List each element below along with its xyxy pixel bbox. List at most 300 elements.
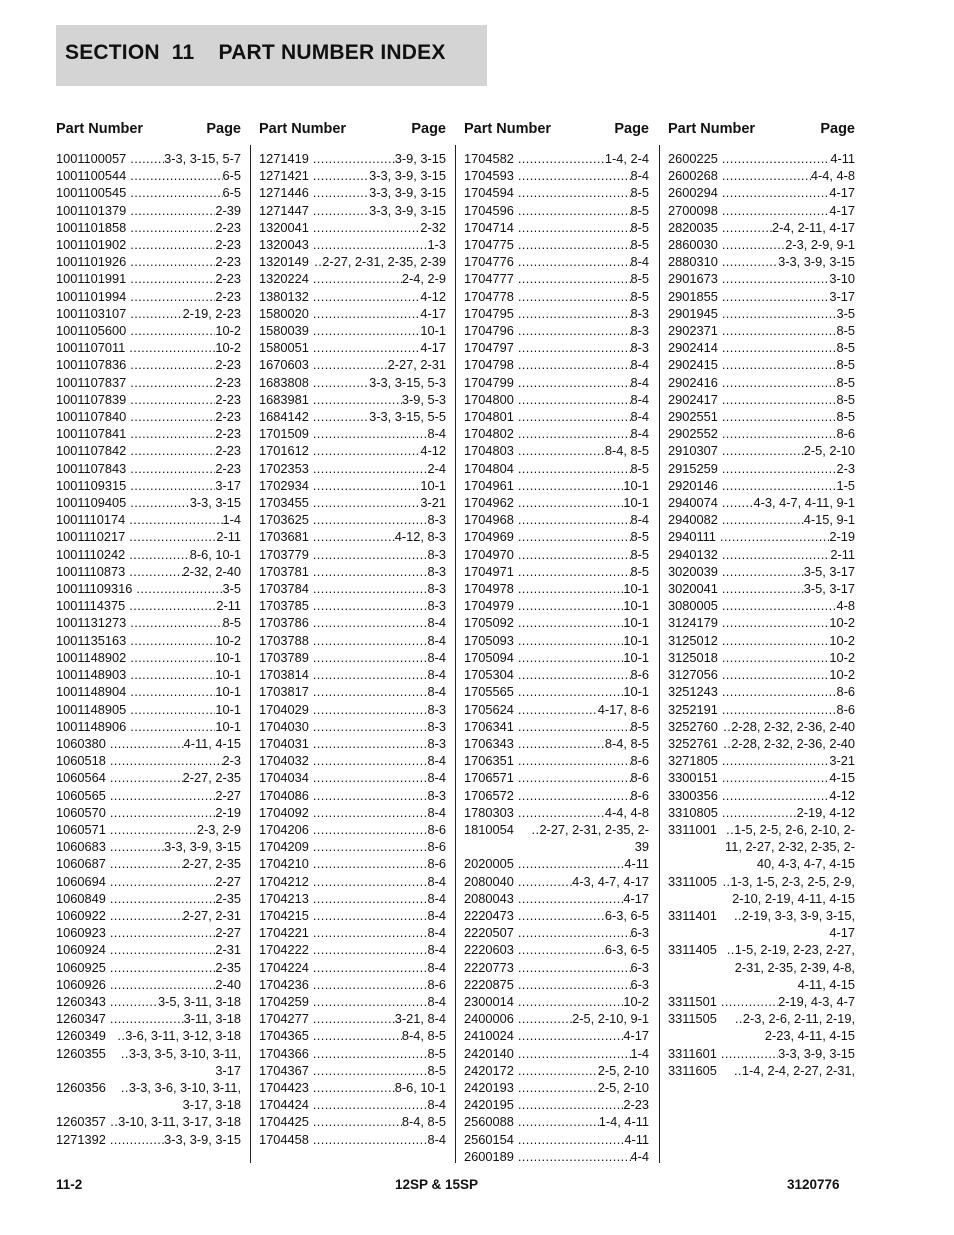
dot-leader: [722, 219, 772, 236]
index-entry: [259, 442, 446, 459]
page-refs: [718, 632, 855, 649]
dot-leader: [518, 632, 624, 649]
entry-list: [259, 150, 446, 1148]
part-number: 1060564: [56, 770, 106, 786]
part-number: 2820035: [668, 219, 718, 235]
part-number: 1320041: [259, 219, 309, 235]
part-number: 2910307: [668, 443, 718, 459]
index-entry: [259, 1062, 446, 1079]
part-number: 3311505: [668, 1011, 717, 1027]
section-title: SECTION 11 PART NUMBER INDEX: [65, 41, 446, 64]
index-entry: [56, 838, 241, 855]
index-entry: [259, 1010, 446, 1027]
part-number: 3300356: [668, 787, 718, 803]
index-entry: [56, 202, 241, 219]
part-number: 1704423: [259, 1079, 309, 1095]
dot-leader: [313, 1045, 428, 1062]
page-reference: 2-19, 2-23: [182, 305, 241, 321]
page-reference: 2-3, 2-9, 9-1: [785, 237, 855, 253]
page-refs: [309, 1010, 446, 1027]
dot-leader: [313, 219, 421, 236]
part-number: 1704962: [464, 495, 514, 511]
part-number: 1001110217: [56, 529, 126, 545]
page-refs: [309, 632, 446, 649]
part-number: 1001107011: [56, 340, 126, 356]
dot-leader: [130, 288, 215, 305]
page-reference: 3-17: [215, 477, 241, 493]
page-refs: [514, 683, 649, 700]
page-reference: 8-5: [630, 460, 649, 476]
index-entry: [259, 666, 446, 683]
part-number: 1704797: [464, 340, 514, 356]
part-number: 1060571: [56, 821, 106, 837]
page-refs: [126, 322, 241, 339]
dot-leader: [722, 184, 830, 201]
index-entry: [464, 632, 649, 649]
dot-leader: [130, 666, 215, 683]
dot-leader: [130, 305, 182, 322]
part-number: 2600225: [668, 151, 718, 166]
page-reference: 2-32: [420, 219, 446, 235]
page-reference: 2-5, 2-10: [597, 1062, 649, 1078]
part-number: 1704968: [464, 512, 514, 528]
page-refs: [309, 821, 446, 838]
dot-leader: [518, 890, 624, 907]
dot-leader: [722, 167, 811, 184]
page-reference: 3-6, 3-11, 3-12, 3-18: [125, 1028, 241, 1044]
page-reference: 8-6, 10-1: [394, 1079, 446, 1095]
page-refs: [717, 1045, 855, 1062]
page-refs: [514, 701, 649, 718]
part-number: 1001100057: [56, 151, 127, 166]
part-number: 1704596: [464, 202, 514, 218]
part-number: 3251243: [668, 684, 718, 700]
part-number: 1704594: [464, 185, 514, 201]
dot-leader: [313, 735, 428, 752]
dot-leader: [129, 597, 216, 614]
page-refs: [514, 202, 649, 219]
index-entry: [259, 339, 446, 356]
dot-leader: [313, 718, 428, 735]
index-entry: [259, 236, 446, 253]
part-number: 1706572: [464, 787, 514, 803]
page-reference: 10-1: [623, 477, 649, 493]
page-refs: [309, 460, 446, 477]
column-header: [56, 118, 241, 150]
page-reference: 1-5, 2-19, 2-23, 2-27, 2-31, 2-35, 2-39, 4-8, 4-11, 4-15: [734, 942, 855, 992]
index-entry: [464, 1079, 649, 1096]
page-reference: 2-23: [215, 271, 241, 287]
part-number: 2420140: [464, 1045, 514, 1061]
page-refs: [125, 528, 241, 545]
index-entry: [464, 873, 649, 890]
page-refs: [106, 941, 241, 958]
page-refs: [514, 752, 649, 769]
part-number: 3311605: [668, 1062, 717, 1078]
index-entry: [56, 528, 241, 545]
page-refs: [106, 735, 241, 752]
index-entry: [259, 941, 446, 958]
dot-leader: [518, 873, 572, 890]
part-number: 2220507: [464, 925, 514, 941]
page-reference: 10-1: [623, 684, 649, 700]
index-entry: [464, 270, 649, 287]
index-entry: [56, 873, 241, 890]
page-reference: 8-5: [836, 323, 855, 339]
index-entry: [464, 494, 649, 511]
dot-leader: [722, 632, 830, 649]
index-entry: [56, 184, 241, 201]
page-refs: [514, 993, 649, 1010]
page-refs: [309, 288, 446, 305]
index-entry: [56, 1045, 241, 1079]
dot-leader: [518, 391, 631, 408]
index-entry: [668, 804, 855, 821]
part-number: 1001107837: [56, 374, 127, 390]
page-refs: [309, 1079, 446, 1096]
page-reference: 2-19: [829, 529, 855, 545]
page-refs: [718, 546, 855, 563]
part-number: 1260347: [56, 1011, 106, 1027]
part-number: 1704224: [259, 959, 309, 975]
part-number: 1704365: [259, 1028, 309, 1044]
dot-leader: [518, 649, 624, 666]
index-entry: [56, 339, 241, 356]
page-refs: [126, 184, 241, 201]
index-entry: [464, 993, 649, 1010]
dot-leader: [313, 202, 369, 219]
page-reference: 8-3: [427, 598, 446, 614]
dot-leader: [313, 236, 428, 253]
dot-leader: [518, 976, 631, 993]
part-number: 2700098: [668, 202, 718, 218]
page-reference: 3-5: [836, 305, 855, 321]
page-refs: [309, 649, 446, 666]
index-entry: [259, 683, 446, 700]
index-entry: [259, 787, 446, 804]
part-number: 2901673: [668, 271, 718, 287]
dot-leader: [110, 769, 183, 786]
page-reference: 2-27: [215, 925, 241, 941]
dot-leader: [518, 374, 631, 391]
part-number: 2902415: [668, 357, 718, 373]
part-number: 1001103107: [56, 305, 127, 321]
page-heading: Page: [411, 121, 446, 137]
page-refs: [126, 460, 241, 477]
page-reference: 2-28, 2-32, 2-36, 2-40: [731, 718, 855, 734]
page-refs: [514, 1096, 649, 1113]
dot-leader: [313, 391, 402, 408]
part-number: 1060924: [56, 942, 106, 958]
dot-leader: [722, 477, 837, 494]
dot-leader: [734, 1063, 742, 1078]
index-entry: [668, 460, 855, 477]
index-entry: [56, 649, 241, 666]
page-reference: 8-5: [630, 185, 649, 201]
page-refs: [309, 563, 446, 580]
index-entry: [464, 150, 649, 167]
page-refs: [126, 356, 241, 373]
page-reference: 8-3: [630, 323, 649, 339]
dot-leader: [130, 460, 215, 477]
part-number: 3125018: [668, 649, 718, 665]
index-entry: [56, 477, 241, 494]
page-reference: 3-21: [829, 753, 855, 769]
page-refs: [309, 546, 446, 563]
dot-leader: [518, 477, 624, 494]
index-entry: [259, 838, 446, 855]
dot-leader: [130, 632, 215, 649]
page-reference: 8-4: [427, 753, 446, 769]
index-entry: [464, 821, 649, 855]
page-refs: [309, 580, 446, 597]
index-entry: [56, 322, 241, 339]
page-refs: [718, 580, 855, 597]
index-entry: [464, 305, 649, 322]
part-number: 1060926: [56, 976, 106, 992]
part-number: 1001148903: [56, 667, 127, 683]
page-reference: 8-6, 10-1: [189, 546, 241, 562]
index-entry: [56, 150, 241, 167]
index-entry: [668, 270, 855, 287]
page-reference: 8-4, 8-5: [604, 735, 649, 751]
part-number: 1001107840: [56, 409, 127, 425]
page-refs: [718, 356, 855, 373]
page-reference: 8-6: [427, 976, 446, 992]
page-reference: 3-3, 3-6, 3-10, 3-11, 3-17, 3-18: [128, 1079, 241, 1113]
index-entry: [259, 477, 446, 494]
part-number: 1001105600: [56, 323, 127, 339]
page-refs: [309, 270, 446, 287]
page-reference: 10-1: [623, 615, 649, 631]
page-reference: 8-3: [427, 563, 446, 579]
page-refs: [126, 718, 241, 735]
part-number: 2220603: [464, 942, 514, 958]
dot-leader: [110, 1010, 184, 1027]
part-number: 2220773: [464, 959, 514, 975]
index-entry: [56, 270, 241, 287]
dot-leader: [722, 511, 804, 528]
page-reference: 2-28, 2-32, 2-36, 2-40: [731, 735, 855, 751]
page-reference: 2-23: [215, 288, 241, 304]
part-number: 1320043: [259, 237, 309, 253]
page-reference: 10-1: [215, 684, 241, 700]
part-number: 2600294: [668, 185, 718, 201]
dot-leader: [313, 769, 428, 786]
index-entry: [668, 1062, 855, 1079]
part-number: 1060694: [56, 873, 106, 889]
page-refs: [514, 1045, 649, 1062]
page-reference: 2-27: [215, 873, 241, 889]
page-refs: [514, 1113, 649, 1130]
page-refs: [106, 873, 241, 890]
page-refs: [126, 202, 241, 219]
page-refs: [125, 563, 241, 580]
dot-leader: [313, 941, 428, 958]
page-reference: 8-4: [427, 667, 446, 683]
index-entry: [56, 408, 241, 425]
part-number: 2420172: [464, 1062, 514, 1078]
page-refs: [514, 735, 649, 752]
part-number: 1704086: [259, 787, 309, 803]
index-entry: [464, 666, 649, 683]
page-reference: 8-5: [630, 563, 649, 579]
index-entry: [259, 219, 446, 236]
page-reference: 10-1: [623, 649, 649, 665]
page-refs: [126, 167, 241, 184]
page-reference: 8-5: [630, 219, 649, 235]
index-entry: [668, 253, 855, 270]
part-number: 2901945: [668, 305, 718, 321]
dot-leader: [518, 546, 631, 563]
page-reference: 2-23: [215, 374, 241, 390]
part-number: 1001101902: [56, 237, 127, 253]
page-refs: [514, 270, 649, 287]
dot-leader: [518, 769, 631, 786]
index-entry: [464, 425, 649, 442]
index-entry: [668, 425, 855, 442]
page-refs: [514, 597, 649, 614]
part-number: 2940111: [668, 529, 716, 545]
page-reference: 2-27: [215, 787, 241, 803]
part-number: 10011109316: [56, 581, 133, 597]
page-reference: 3-5, 3-11, 3-18: [158, 993, 241, 1009]
page-reference: 1-4: [222, 512, 241, 528]
index-entry: [464, 1131, 649, 1148]
page-reference: 8-4: [427, 632, 446, 648]
page-reference: 4-11: [624, 1131, 649, 1147]
page-reference: 8-6: [630, 753, 649, 769]
page-reference: 8-4: [630, 391, 649, 407]
page-refs: [126, 219, 241, 236]
index-entry: [56, 356, 241, 373]
dot-leader: [110, 907, 183, 924]
dot-leader: [110, 924, 216, 941]
page-reference: 8-4: [427, 993, 446, 1009]
page-reference: 2-19, 4-3, 4-7: [778, 993, 855, 1009]
dot-leader: [518, 907, 605, 924]
page-refs: [514, 339, 649, 356]
part-number: 1703785: [259, 598, 309, 614]
page-reference: 10-1: [623, 598, 649, 614]
page-reference: 8-6: [836, 426, 855, 442]
index-entry: [668, 356, 855, 373]
page-reference: 2-23: [215, 443, 241, 459]
part-number: 1001148904: [56, 684, 127, 700]
page-refs: [309, 339, 446, 356]
page-reference: 8-5: [836, 374, 855, 390]
index-entry: [464, 890, 649, 907]
dot-leader: [723, 736, 731, 751]
index-entry: [56, 752, 241, 769]
page-reference: 1-5: [836, 477, 855, 493]
index-entry: [56, 167, 241, 184]
part-number: 2915259: [668, 460, 718, 476]
index-entry: [56, 1131, 241, 1148]
part-number: 1260349: [56, 1028, 106, 1044]
page-reference: 10-1: [623, 581, 649, 597]
index-entry: [464, 236, 649, 253]
page-refs: [126, 270, 241, 287]
dot-leader: [313, 1079, 395, 1096]
dot-leader: [313, 890, 428, 907]
page-refs: [514, 804, 649, 821]
index-entry: [668, 683, 855, 700]
page-refs: [514, 546, 649, 563]
index-entry: [56, 494, 241, 511]
dot-leader: [722, 270, 830, 287]
index-entry: [56, 907, 241, 924]
index-entry: [259, 752, 446, 769]
index-entry: [56, 597, 241, 614]
index-entry: [56, 374, 241, 391]
dot-leader: [110, 821, 197, 838]
index-entry: [56, 1010, 241, 1027]
dot-leader: [518, 701, 598, 718]
page-reference: 3-3, 3-15, 5-7: [164, 151, 241, 166]
page-refs: [718, 494, 855, 511]
index-entry: [56, 787, 241, 804]
part-number: 1703788: [259, 632, 309, 648]
index-entry: [464, 322, 649, 339]
page-reference: 4-3, 4-7, 4-11, 9-1: [753, 495, 855, 511]
part-number: 1703784: [259, 581, 309, 597]
part-number: 2940132: [668, 546, 718, 562]
dot-leader: [518, 253, 631, 270]
part-number: 3125012: [668, 632, 718, 648]
page-refs: [514, 391, 649, 408]
page-refs: [309, 804, 446, 821]
part-number: 1703781: [259, 563, 309, 579]
page-refs: [514, 305, 649, 322]
index-entry: [668, 907, 855, 941]
part-number: 2600268: [668, 168, 718, 184]
page-reference: 2-27, 2-31, 2-35, 2-39: [539, 821, 649, 855]
part-number: 1704034: [259, 770, 309, 786]
page-reference: 8-3: [630, 340, 649, 356]
dot-leader: [130, 494, 190, 511]
part-number: 2420193: [464, 1079, 514, 1095]
page-reference: 10-1: [215, 649, 241, 665]
index-entry: [56, 1027, 241, 1044]
part-number: 1001107839: [56, 391, 127, 407]
part-number-heading: Part Number: [56, 121, 144, 137]
index-column-4: [668, 118, 855, 1079]
page-refs: [718, 563, 855, 580]
footer-model: 12SP & 15SP: [395, 1177, 479, 1192]
page-reference: 6-3: [630, 976, 649, 992]
dot-leader: [121, 1080, 129, 1095]
page-refs: [309, 322, 446, 339]
part-number: 1001148906: [56, 718, 127, 734]
part-number: 1703786: [259, 615, 309, 631]
index-entry: [668, 873, 855, 907]
part-number: 1704804: [464, 460, 514, 476]
dot-leader: [313, 1062, 428, 1079]
page-refs: [717, 941, 855, 993]
dot-leader: [313, 528, 395, 545]
page-refs: [718, 666, 855, 683]
part-number: 1704367: [259, 1062, 309, 1078]
index-entry: [259, 1045, 446, 1062]
part-number: 1060925: [56, 959, 106, 975]
page-reference: 8-5: [630, 529, 649, 545]
page-reference: 1-4, 4-11: [598, 1114, 649, 1130]
index-entry: [259, 460, 446, 477]
part-number: 3311005: [668, 873, 717, 889]
page-reference: 6-3: [630, 959, 649, 975]
dot-leader: [313, 477, 421, 494]
